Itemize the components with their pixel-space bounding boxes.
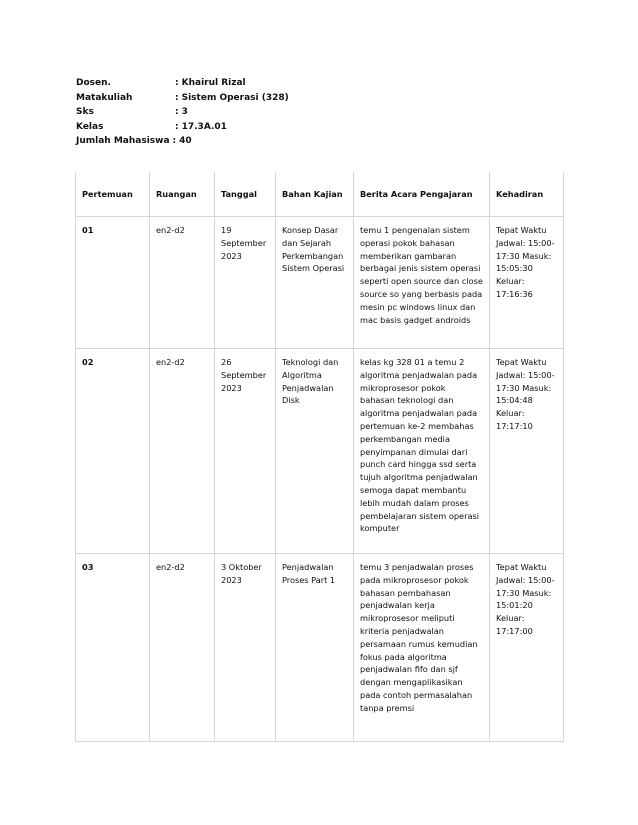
info-row-dosen [76,76,289,91]
table-row [76,349,564,554]
header-ruangan: Ruangan [150,172,215,217]
cell-ruangan: en2-d2 [150,217,215,349]
cell-bahan-kajian: Penjadwalan Proses Part 1 [276,554,354,742]
cell-berita-acara: temu 3 penjadwalan proses pada mikroprosesor pokok bahasan pembahasan penjadwalan kerja mikroprosesor meliputi kriteria penjadwalan persamaan rumus kemudian fokus pada algoritma penjadwalan fifo dan sjf dengan mengaplikasikan pada contoh permasalahan tanpa premsi [354,554,490,742]
header-tanggal: Tanggal [215,172,276,217]
cell-pertemuan: 03 [76,554,150,742]
info-row-kelas [76,120,289,135]
info-value-matakuliah: Sistem Operasi (328) [181,92,289,103]
info-colon: : [175,78,179,88]
info-row-matakuliah [76,91,289,106]
info-colon: : [175,121,179,132]
info-label: Jumlah Mahasiswa [76,136,170,147]
cell-berita-acara: kelas kg 328 01 a temu 2 algoritma penjadwalan pada mikroprosesor pokok bahasan teknologi dan algoritma penjadwalan pada pertemuan ke-2 membahas perkembangan media penyimpanan dimulai dari punch card hingga ssd serta tujuh algoritma penjadwalan semoga dapat membantu lebih mudah dalam proses pembelajaran sistem operasi komputer [354,349,490,554]
header-pertemuan: Pertemuan [76,172,150,217]
cell-ruangan: en2-d2 [150,554,215,742]
info-value-dosen: Khairul Rizal [181,78,246,88]
cell-bahan-kajian: Teknologi dan Algoritma Penjadwalan Disk [276,349,354,554]
cell-kehadiran: Tepat Waktu Jadwal: 15:00-17:30 Masuk: 15:01:20 Keluar: 17:17:00 [490,554,564,742]
info-label: Sks [76,107,94,118]
cell-kehadiran: Tepat Waktu Jadwal: 15:00-17:30 Masuk: 15:04:48 Keluar: 17:17:10 [490,349,564,554]
info-row-jumlah-mahasiswa [76,134,289,149]
cell-tanggal: 26 September 2023 [215,349,276,554]
info-label: Dosen. [76,78,111,88]
cell-berita-acara: temu 1 pengenalan sistem operasi pokok bahasan memberikan gambaran berbagai jenis sistem operasi seperti open source dan close source so yang berbasis pada mesin pc windows linux dan mac basis gadget androids [354,217,490,349]
info-row-sks [76,105,289,120]
cell-ruangan: en2-d2 [150,349,215,554]
cell-kehadiran: Tepat Waktu Jadwal: 15:00-17:30 Masuk: 15:05:30 Keluar: 17:16:36 [490,217,564,349]
table-header-row [76,172,564,217]
header-berita-acara: Berita Acara Pengajaran [354,172,490,217]
course-info [76,76,289,149]
info-colon: : [172,136,177,147]
cell-pertemuan: 01 [76,217,150,349]
info-label: Kelas [76,121,104,132]
cell-tanggal: 3 Oktober 2023 [215,554,276,742]
info-colon: : [175,92,179,103]
attendance-table [75,172,564,742]
info-value-kelas: 17.3A.01 [181,121,227,132]
cell-bahan-kajian: Konsep Dasar dan Sejarah Perkembangan Sistem Operasi [276,217,354,349]
cell-pertemuan: 02 [76,349,150,554]
table-row [76,554,564,742]
info-value-sks: 3 [181,107,188,118]
header-bahan-kajian: Bahan Kajian [276,172,354,217]
info-value-jumlah-mahasiswa: 40 [179,136,192,147]
table-row [76,217,564,349]
cell-tanggal: 19 September 2023 [215,217,276,349]
info-colon: : [175,107,179,118]
info-label: Matakuliah [76,92,133,103]
header-kehadiran: Kehadiran [490,172,564,217]
